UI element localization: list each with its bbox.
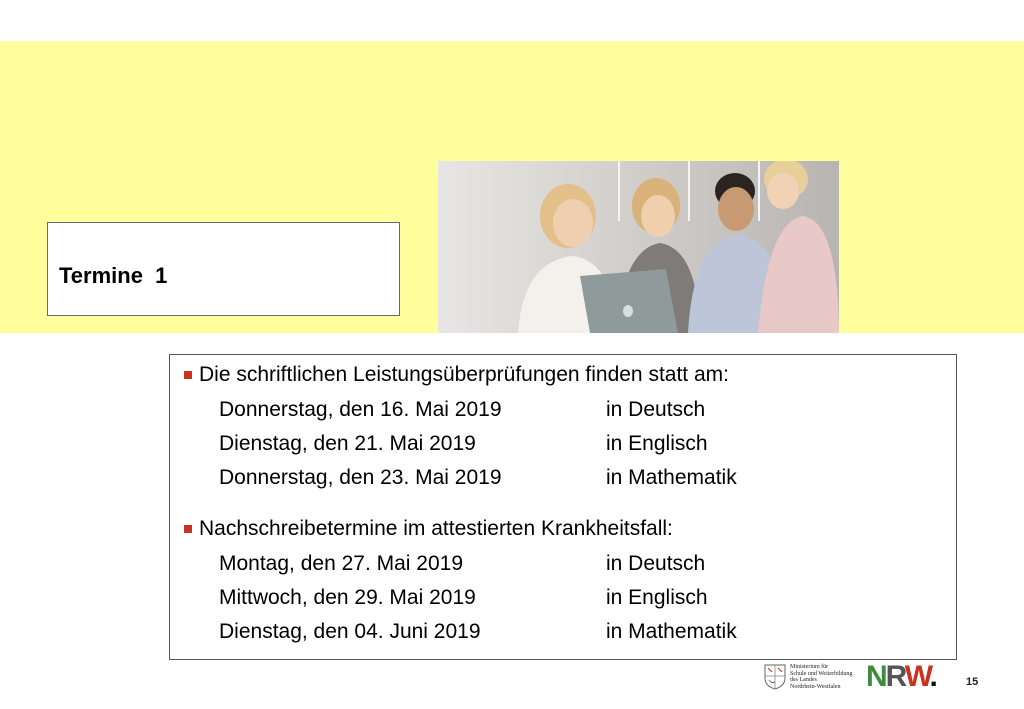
- section-heading: Nachschreibetermine im attestierten Krankheitsfall:: [199, 517, 673, 540]
- date-row: [219, 586, 919, 612]
- nrw-logo-n: N: [866, 660, 886, 693]
- ministry-text: [790, 664, 862, 690]
- title-box: [47, 222, 400, 316]
- date-text: Mittwoch, den 29. Mai 2019: [219, 586, 476, 609]
- subject-text: in Englisch: [606, 432, 708, 455]
- page-number: 15: [966, 676, 979, 688]
- date-text: Montag, den 27. Mai 2019: [219, 552, 464, 575]
- content-box: [169, 354, 957, 660]
- nrw-logo-w: W: [904, 660, 930, 693]
- nrw-logo-dot: .: [929, 660, 936, 693]
- date-text: Donnerstag, den 23. Mai 2019: [219, 466, 502, 489]
- ministry-line: Nordrhein-Westfalen: [790, 683, 841, 690]
- date-text: Donnerstag, den 16. Mai 2019: [219, 398, 502, 421]
- subject-text: in Mathematik: [606, 466, 737, 489]
- ministry-line: Schule und Weiterbildung: [790, 670, 853, 677]
- date-text: Dienstag, den 21. Mai 2019: [219, 432, 476, 455]
- crest-icon: [764, 664, 786, 690]
- nrw-logo: [866, 660, 936, 694]
- date-text: Dienstag, den 04. Juni 2019: [219, 620, 481, 643]
- date-row: [219, 620, 919, 646]
- ministry-line: des Landes: [790, 677, 817, 683]
- slide-title: Termine 1: [59, 263, 168, 288]
- date-row: [219, 466, 919, 492]
- bullet-marker: [184, 525, 192, 533]
- date-row: [219, 552, 919, 578]
- section-heading: Die schriftlichen Leistungsüberprüfungen finden statt am:: [199, 363, 729, 386]
- subject-text: in Englisch: [606, 586, 708, 609]
- subject-text: in Mathematik: [606, 620, 737, 643]
- photo-students-laptop: [438, 161, 839, 333]
- date-row: [219, 398, 919, 424]
- subject-text: in Deutsch: [606, 398, 706, 421]
- date-row: [219, 432, 919, 458]
- subject-text: in Deutsch: [606, 552, 706, 575]
- ministry-line: Ministerium für: [790, 664, 829, 670]
- bullet-marker: [184, 371, 192, 379]
- nrw-logo-r: R: [885, 660, 905, 693]
